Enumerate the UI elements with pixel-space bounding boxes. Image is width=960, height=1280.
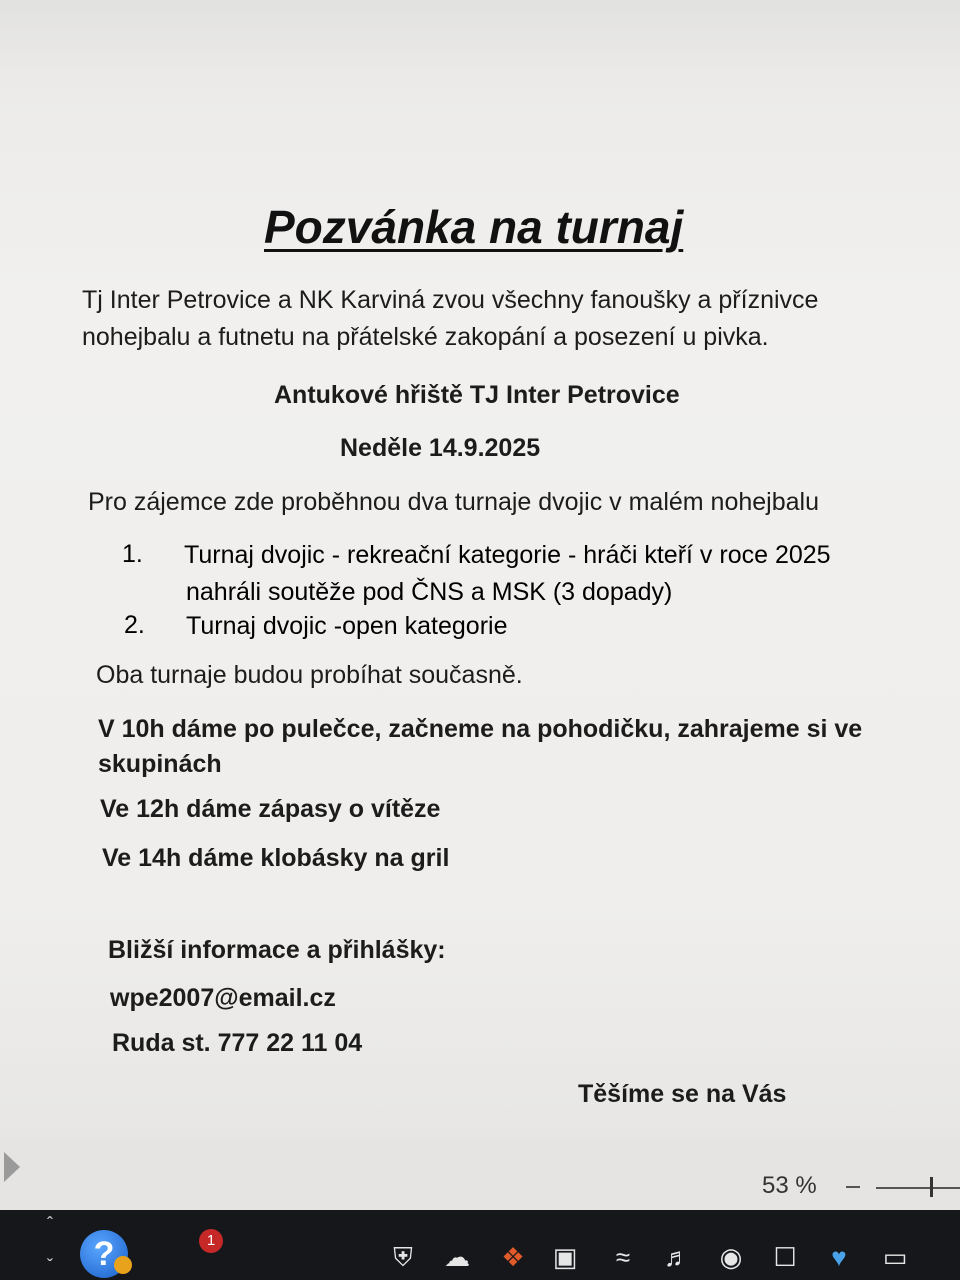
help-icon[interactable]: ? <box>80 1230 128 1278</box>
scroll-left-arrow-icon[interactable] <box>4 1152 20 1182</box>
volume-icon[interactable]: ♬ <box>664 1242 690 1272</box>
chevron-up-icon[interactable]: ˆ <box>47 1214 53 1234</box>
zoom-out-button[interactable] <box>846 1186 860 1188</box>
both-tournaments-note: Oba turnaje budou probíhat současně. <box>96 661 523 689</box>
intro-paragraph: Tj Inter Petrovice a NK Karviná zvou všechny fanoušky a příznivce nohejbalu a futnetu na přátelské zakopání a posezení u pivka. <box>82 286 819 351</box>
schedule-item: V 10h dáme po pulečce, začneme na pohodičku, zahrajeme si ve skupinách <box>98 715 863 778</box>
zoom-slider-thumb[interactable] <box>930 1177 933 1197</box>
cloud-icon[interactable]: ☁ <box>444 1242 470 1272</box>
warning-badge-icon <box>114 1256 132 1274</box>
contact-phone: Ruda st. 777 22 11 04 <box>112 1029 363 1057</box>
schedule-item: Ve 12h dáme zápasy o vítěze <box>100 795 441 823</box>
venue-line: Antukové hřiště TJ Inter Petrovice <box>274 381 680 409</box>
notification-badge[interactable]: 1 <box>199 1229 223 1253</box>
taskbar <box>0 1210 960 1280</box>
date-line: Neděle 14.9.2025 <box>340 434 541 462</box>
wifi-icon[interactable]: ≈ <box>615 1242 631 1272</box>
signoff-line: Těšíme se na Vás <box>578 1080 787 1108</box>
schedule-item: Ve 14h dáme klobásky na gril <box>102 844 450 872</box>
contact-email: wpe2007@email.cz <box>110 984 336 1012</box>
list-item-number: 1. <box>122 540 143 568</box>
zoom-level[interactable]: 53 % <box>762 1172 817 1199</box>
monitor-icon[interactable]: ▣ <box>552 1242 578 1272</box>
list-item-text: Turnaj dvojic -open kategorie <box>186 612 508 640</box>
camera-icon[interactable]: ◉ <box>719 1242 743 1272</box>
announcement-line: Pro zájemce zde proběhnou dva turnaje dvojic v malém nohejbalu <box>88 488 819 516</box>
heart-icon[interactable]: ♥ <box>831 1242 847 1272</box>
list-item-text-continued: nahráli soutěže pod ČNS a MSK (3 dopady) <box>186 578 673 606</box>
list-item-text: Turnaj dvojic - rekreační kategorie - hráči kteří v roce 2025 <box>184 541 831 569</box>
swirl-icon[interactable]: ❖ <box>501 1242 525 1272</box>
list-item-number: 2. <box>124 611 145 639</box>
info-heading: Bližší informace a přihlášky: <box>108 936 446 964</box>
zoom-slider[interactable] <box>876 1187 960 1189</box>
hp-icon[interactable]: ☐ <box>773 1242 797 1272</box>
battery-icon[interactable]: ▭ <box>882 1242 908 1272</box>
chevron-down-icon[interactable]: ˇ <box>47 1256 53 1276</box>
shield-icon[interactable]: ⛨ <box>393 1242 413 1272</box>
document-title: Pozvánka na turnaj <box>264 201 684 253</box>
